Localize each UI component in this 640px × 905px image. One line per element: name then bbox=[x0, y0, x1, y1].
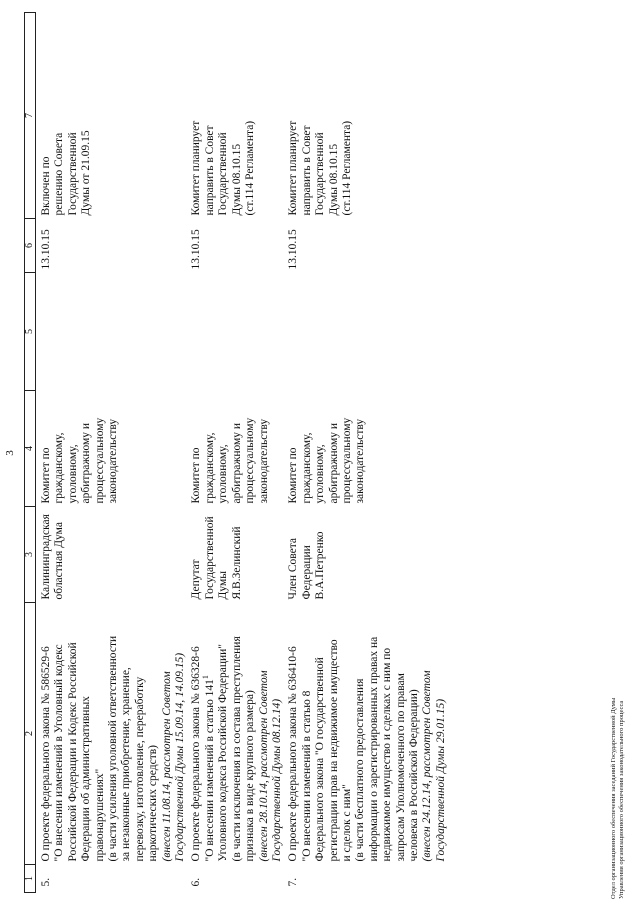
responsible-committee bbox=[284, 391, 448, 507]
bill-title: О проекте федерального закона № 636410-6 bbox=[287, 646, 300, 862]
author-line: Думы bbox=[217, 571, 230, 600]
committee-line: Комитет по bbox=[40, 447, 52, 504]
row-number: 5. bbox=[40, 877, 52, 887]
column-number-header bbox=[25, 13, 36, 893]
status-line: Комитет планирует bbox=[190, 120, 203, 216]
committee-line: гражданскому, bbox=[300, 432, 313, 504]
bill-description bbox=[36, 603, 188, 865]
status-line: (ст.114 Регламента) bbox=[340, 120, 353, 216]
row-number: 7. bbox=[287, 877, 300, 887]
committee-line: Комитет по bbox=[287, 447, 300, 504]
status-line: Включен по bbox=[40, 156, 52, 216]
committee-line: уголовному, bbox=[66, 444, 79, 504]
committee-line: гражданскому, bbox=[53, 432, 66, 504]
bill-note: Государственной Думы 15.09.14, 14.09.15) bbox=[174, 652, 187, 862]
table-row bbox=[284, 13, 448, 893]
agenda-table bbox=[24, 12, 448, 893]
bill-line: перевозку, изготовление, переработку bbox=[133, 676, 146, 862]
author-line: Калининградская bbox=[40, 514, 52, 600]
bill-note: (внесен 24.12.14, рассмотрен Советом bbox=[421, 670, 434, 862]
footer-line: Отдел организационного обеспечения заседаний Государственной Думы bbox=[610, 697, 617, 899]
bill-line: (в части усиления уголовной ответственности bbox=[107, 635, 120, 862]
committee-line: уголовному, bbox=[314, 444, 327, 504]
planned-date: 13.10.15 bbox=[190, 229, 203, 270]
bill-note: Государственной Думы 29.01.15) bbox=[434, 698, 447, 862]
bill-line: "О внесении изменений в статью 8 bbox=[300, 690, 313, 862]
responsible-committee bbox=[36, 391, 188, 507]
bill-line: Федерального закона "О государственной bbox=[314, 657, 327, 862]
bill-line: Уголовного кодекса Российской Федерации" bbox=[217, 644, 230, 862]
bill-line: недвижимое имущество и сделках с ним по bbox=[381, 647, 394, 862]
row-number: 6. bbox=[190, 877, 203, 887]
status-line: Государственной bbox=[217, 132, 230, 216]
status-line: Думы от 21.09.15 bbox=[80, 130, 93, 216]
planned-date: 13.10.15 bbox=[40, 229, 52, 270]
bill-line-text: "О внесении изменений в статью 141 bbox=[203, 679, 216, 862]
col-header-6: 6 bbox=[25, 219, 36, 273]
committee-line: арбитражному и bbox=[327, 422, 340, 504]
status-line: Думы 08.10.15 bbox=[230, 143, 243, 216]
status-note bbox=[284, 13, 448, 219]
status-note bbox=[187, 13, 284, 219]
footer-line: Управления организационного обеспечения законодательного процесса bbox=[618, 700, 625, 899]
author-line: Федерации bbox=[300, 545, 313, 600]
responsible-committee bbox=[187, 391, 284, 507]
status-line: (ст.114 Регламента) bbox=[244, 120, 257, 216]
bill-line: "О внесении изменений в Уголовный кодекс bbox=[53, 644, 66, 862]
status-line: Комитет планирует bbox=[287, 120, 300, 216]
bill-line: правонарушениях" bbox=[93, 768, 106, 862]
footnote-mark: 1 bbox=[201, 675, 211, 680]
col-header-3: 3 bbox=[25, 507, 36, 603]
bill-description bbox=[284, 603, 448, 865]
bill-author bbox=[284, 507, 448, 603]
committee-line: арбитражному и bbox=[230, 422, 243, 504]
author-line: В.А.Петренко bbox=[314, 531, 327, 600]
committee-line: законодательству bbox=[257, 418, 270, 504]
table-row bbox=[187, 13, 284, 893]
col-header-7: 7 bbox=[25, 13, 36, 219]
status-line: решению Совета bbox=[53, 132, 66, 216]
bill-line: регистрации прав на недвижимое имущество bbox=[327, 639, 340, 862]
col-header-4: 4 bbox=[25, 391, 36, 507]
committee-line: арбитражному и bbox=[80, 422, 93, 504]
bill-description bbox=[187, 603, 284, 865]
col-header-1: 1 bbox=[25, 865, 36, 893]
committee-line: уголовному, bbox=[217, 444, 230, 504]
bill-title: О проекте федерального закона № 586529-6 bbox=[40, 646, 52, 862]
bill-line: Российской Федерации и Кодекс Российской bbox=[66, 642, 79, 862]
committee-line: законодательству bbox=[354, 418, 367, 504]
author-line: Депутат bbox=[190, 559, 203, 600]
author-line: областная Дума bbox=[53, 522, 66, 600]
bill-line: и сделок с ним" bbox=[340, 784, 353, 862]
col-header-5: 5 bbox=[25, 273, 36, 391]
bill-author bbox=[36, 507, 188, 603]
col-header-2: 2 bbox=[25, 603, 36, 865]
bill-line: Федерации об административных bbox=[80, 696, 93, 862]
bill-line: (в части бесплатного предоставления bbox=[354, 678, 367, 862]
author-line: Член Совета bbox=[287, 537, 300, 600]
bill-note: Государственной Думы 08.12.14) bbox=[270, 698, 283, 862]
footer bbox=[610, 399, 626, 899]
committee-line: законодательству bbox=[107, 418, 120, 504]
status-line: направить в Совет bbox=[300, 125, 313, 216]
status-note bbox=[36, 13, 188, 219]
bill-line: информации о зарегистрированных правах на bbox=[367, 636, 380, 862]
bill-note: (внесен 11.08.14, рассмотрен Советом bbox=[160, 671, 173, 862]
bill-line: запросам Уполномоченного по правам bbox=[394, 673, 407, 862]
committee-line: процессуальному bbox=[340, 417, 353, 504]
bill-line: наркотических средств) bbox=[147, 745, 160, 862]
bill-line: признака в виде крупного размера) bbox=[244, 690, 257, 862]
bill-note: (внесен 28.10.14, рассмотрен Советом bbox=[257, 670, 270, 862]
status-line: Думы 08.10.15 bbox=[327, 143, 340, 216]
bill-line bbox=[201, 607, 217, 862]
planned-date: 13.10.15 bbox=[287, 229, 300, 270]
status-line: Государственной bbox=[66, 132, 79, 216]
committee-line: гражданскому, bbox=[203, 432, 216, 504]
bill-line: человека в Российской Федерации) bbox=[407, 689, 420, 862]
page-number: 3 bbox=[4, 450, 16, 456]
committee-line: процессуальному bbox=[93, 417, 106, 504]
status-line: Государственной bbox=[314, 132, 327, 216]
author-line: Я.В.Зелинский bbox=[230, 526, 243, 600]
bill-line: (в части исключения из состава преступления bbox=[230, 636, 243, 862]
author-line: Государственной bbox=[203, 516, 216, 600]
col5-cell bbox=[36, 273, 188, 391]
col5-cell bbox=[284, 273, 448, 391]
bill-author bbox=[187, 507, 284, 603]
bill-line: за незаконные приобретение, хранение, bbox=[120, 667, 133, 862]
committee-line: процессуальному bbox=[244, 417, 257, 504]
col5-cell bbox=[187, 273, 284, 391]
status-line: направить в Совет bbox=[203, 125, 216, 216]
bill-title: О проекте федерального закона № 636328-6 bbox=[190, 646, 203, 862]
table-row bbox=[36, 13, 188, 893]
committee-line: Комитет по bbox=[190, 447, 203, 504]
